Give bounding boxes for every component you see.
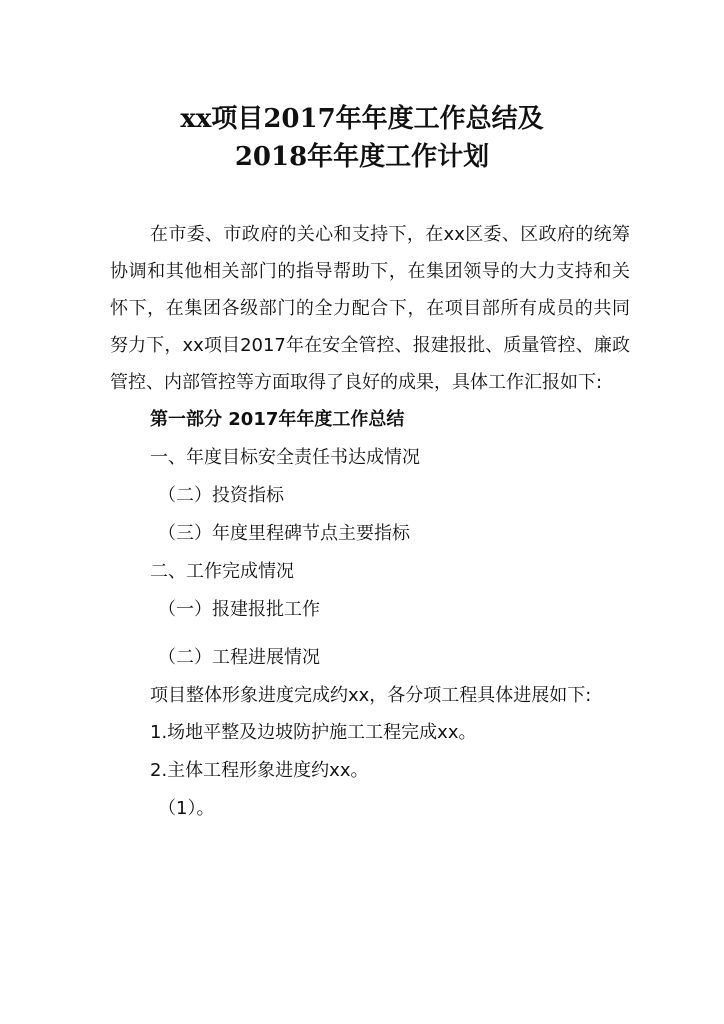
section1-sub3: （三）年度里程碑节点主要指标	[158, 523, 410, 544]
title-line-2: 2018年年度工作计划	[234, 142, 490, 172]
progress-paragraph: 项目整体形象进度完成约xx，各分项工程具体进展如下:	[150, 685, 592, 706]
intro-paragraph: 在市委、市政府的关心和支持下，在xx区委、区政府的统筹协调和其他相关部门的指导帮助下，在集团领导的大力支持和关怀下，在集团各级部门的全力配合下，在项目部所有成员的共同努力下，xx项目2017年在安全管控、报建报批、质量管控、廉政管控、内部管控等方面取得了良好的成果，具体工作汇报如下:	[110, 224, 630, 393]
title-line-1: xx项目2017年年度工作总结及	[180, 104, 544, 134]
item-2: 2.主体工程形象进度约xx。	[150, 760, 369, 781]
document-body	[110, 216, 630, 828]
section1-sub2: （二）投资指标	[158, 485, 284, 506]
section1-heading: 一、年度目标安全责任书达成情况	[150, 447, 420, 468]
section2-heading: 二、工作完成情况	[150, 561, 294, 582]
section2-sub1: （一）报建报批工作	[158, 599, 320, 620]
item-1: 1.场地平整及边坡防护施工工程完成xx。	[150, 722, 477, 743]
document-title	[0, 100, 724, 176]
part1-heading: 第一部分 2017年年度工作总结	[150, 409, 405, 430]
item-2-sub1: （1）。	[158, 798, 215, 819]
section2-sub2: （二）工程进展情况	[158, 647, 320, 668]
